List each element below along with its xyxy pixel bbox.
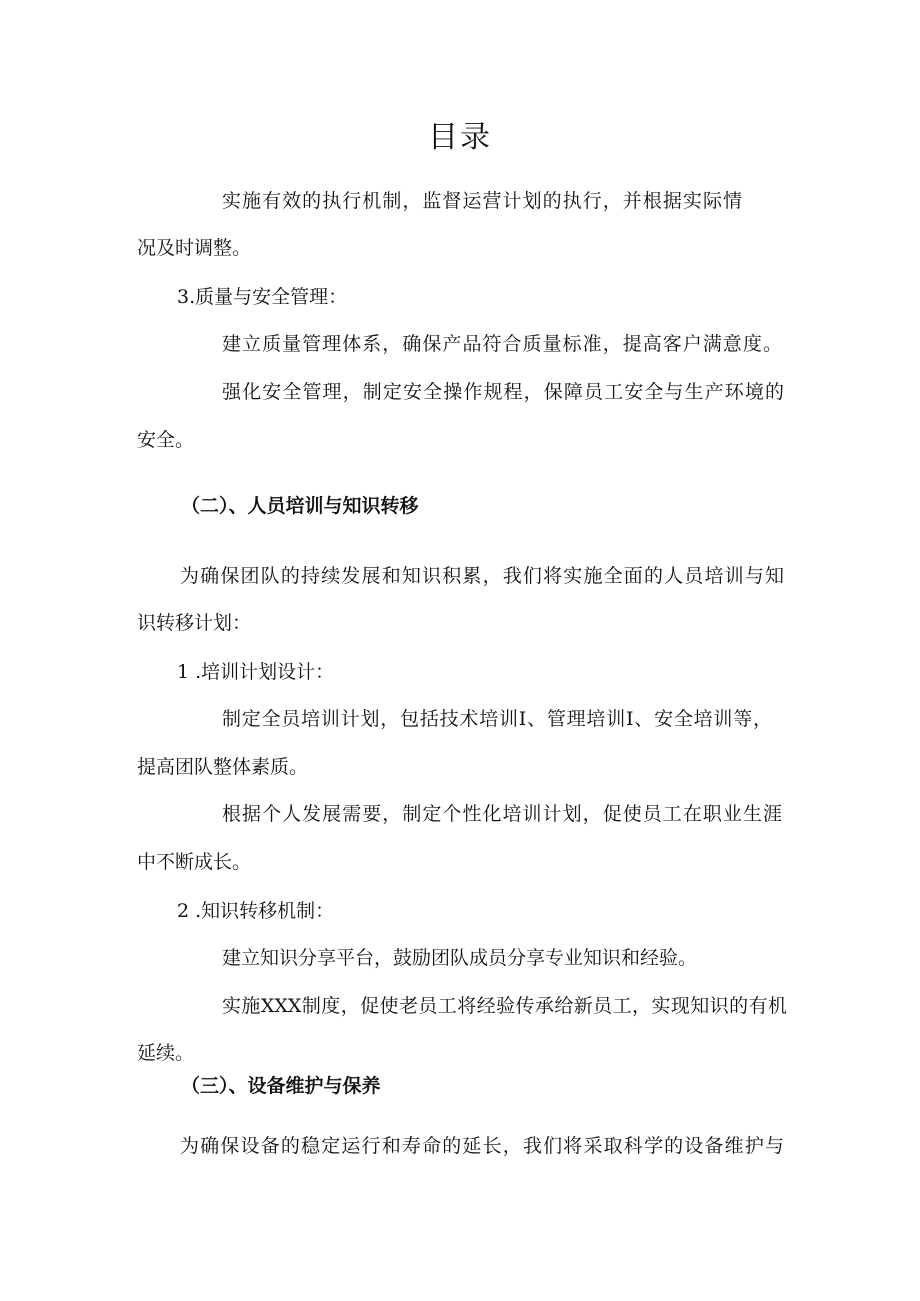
list-item-heading: 3.质量与安全管理：: [177, 286, 348, 308]
paragraph-line: 制定全员培训计划，包括技术培训I、管理培训I、安全培训等，: [222, 708, 772, 730]
paragraph-line: 建立质量管理体系，确保产品符合质量标准，提高客户满意度。: [222, 333, 782, 355]
paragraph-line: 况及时调整。: [137, 237, 252, 259]
list-item-heading: 2 .知识转移机制：: [177, 900, 335, 922]
paragraph-line: 为确保设备的稳定运行和寿命的延长，我们将采取科学的设备维护与: [180, 1135, 784, 1157]
page-title: 目录: [428, 120, 492, 155]
paragraph-line: 实施XXX制度，促使老员工将经验传承给新员工，实现知识的有机: [222, 995, 787, 1017]
paragraph-line: 强化安全管理，制定安全操作规程，保障员工安全与生产环境的: [222, 381, 784, 403]
paragraph-line: 安全。: [137, 429, 195, 451]
paragraph-line: 建立知识分享平台，鼓励团队成员分享专业知识和经验。: [222, 947, 698, 969]
section-heading: （二）、人员培训与知识转移: [181, 495, 419, 517]
paragraph-line: 实施有效的执行机制，监督运营计划的执行，并根据实际情: [222, 190, 742, 212]
paragraph-line: 根据个人发展需要，制定个性化培训计划，促使员工在职业生涯: [222, 803, 782, 825]
paragraph-line: 识转移计划：: [137, 612, 252, 634]
paragraph-line: 提高团队整体素质。: [137, 756, 309, 778]
paragraph-line: 为确保团队的持续发展和知识积累，我们将实施全面的人员培训与知: [180, 565, 784, 587]
list-item-heading: 1 .培训计划设计：: [177, 661, 335, 683]
paragraph-line: 中不断成长。: [137, 851, 252, 873]
section-heading: （三）、设备维护与保养: [181, 1075, 381, 1097]
paragraph-line: 延续。: [137, 1042, 195, 1064]
